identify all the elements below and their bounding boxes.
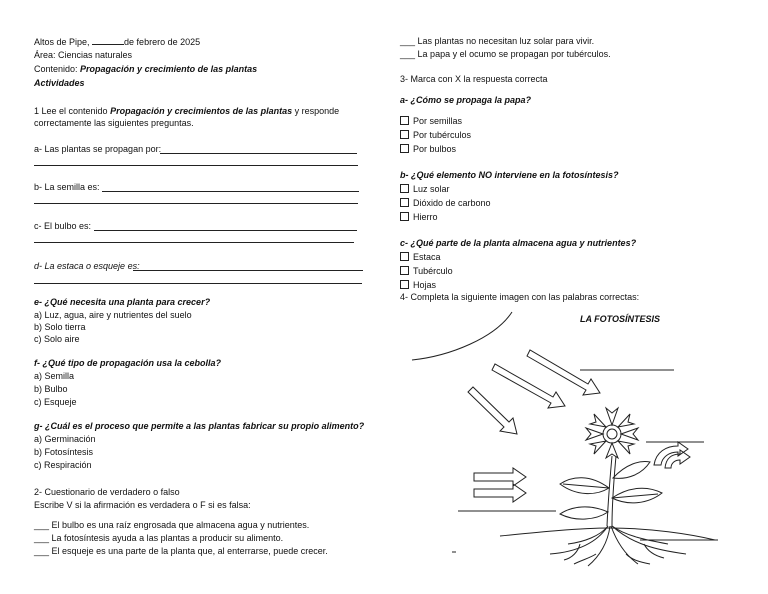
tf-statement[interactable] <box>34 533 283 544</box>
fill-question-b <box>34 182 100 193</box>
mc-option[interactable]: a) Luz, agua, aire y nutrientes del suelo <box>34 310 192 320</box>
checkbox[interactable] <box>400 130 409 139</box>
date-line <box>34 36 200 48</box>
stem <box>607 456 612 526</box>
oxygen-arrow-icon <box>654 442 690 468</box>
tf-blank[interactable]: ___ <box>34 533 50 543</box>
tf-text: La fotosíntesis ayuda a las plantas a producir su alimento. <box>51 533 284 543</box>
stem <box>612 456 616 526</box>
checkbox-label: Dióxido de carbono <box>413 198 491 208</box>
content-value: Propagación y crecimiento de las plantas <box>80 64 258 74</box>
intro-bold: Propagación y crecimientos de las plantas <box>110 106 293 116</box>
fill-question-c <box>34 221 91 232</box>
checkbox-option[interactable] <box>400 144 456 155</box>
tf-statement[interactable] <box>34 520 309 531</box>
mc-option[interactable]: c) Solo aire <box>34 334 80 344</box>
mc-question-f: f- ¿Qué tipo de propagación usa la cebolla? <box>34 358 222 368</box>
leaf-icon <box>560 478 609 494</box>
checkbox-label: Luz solar <box>413 184 450 194</box>
mc-option[interactable]: b) Solo tierra <box>34 322 86 332</box>
checkbox-option[interactable] <box>400 212 438 223</box>
tf-statement[interactable] <box>400 49 611 60</box>
checkbox[interactable] <box>400 116 409 125</box>
answer-line[interactable] <box>34 203 358 204</box>
checkbox-option[interactable] <box>400 266 453 277</box>
fill-question-d-text: d- La estaca o esqueje es: <box>34 261 140 271</box>
tf-statement[interactable] <box>34 546 328 557</box>
fill-question-c-text: c- El bulbo es: <box>34 221 92 231</box>
answer-line[interactable] <box>34 242 354 243</box>
choice-question-a: a- ¿Cómo se propaga la papa? <box>400 95 532 105</box>
fill-question-a-text: a- Las plantas se propagan por: <box>34 144 162 154</box>
mc-option[interactable]: c) Respiración <box>34 460 92 470</box>
checkbox-label: Por semillas <box>413 116 463 126</box>
content-label: Contenido: <box>34 64 81 74</box>
answer-line[interactable] <box>102 191 359 192</box>
answer-line[interactable] <box>34 283 362 284</box>
air-arrow-icon <box>474 468 526 502</box>
checkbox-label: Estaca <box>413 252 441 262</box>
mc-option[interactable]: a) Germinación <box>34 434 96 444</box>
tf-blank[interactable]: ___ <box>400 49 416 59</box>
mc-option[interactable]: a) Semilla <box>34 371 75 381</box>
checkbox-option[interactable] <box>400 198 491 209</box>
date-suffix: de febrero de 2025 <box>124 37 201 47</box>
checkbox-label: Por tubérculos <box>413 130 472 140</box>
date-blank[interactable] <box>92 36 124 45</box>
answer-line[interactable] <box>34 165 358 166</box>
tf-blank[interactable]: ___ <box>34 546 50 556</box>
section2-title: 2- Cuestionario de verdadero o falso <box>34 487 180 497</box>
checkbox[interactable] <box>400 144 409 153</box>
checkbox[interactable] <box>400 252 409 261</box>
checkbox-option[interactable] <box>400 280 436 291</box>
fill-question-d <box>34 261 140 272</box>
roots-icon <box>550 526 686 566</box>
checkbox-label: Tubérculo <box>413 266 453 276</box>
checkbox-option[interactable] <box>400 116 462 127</box>
section1-intro <box>34 106 339 117</box>
photosynthesis-diagram <box>400 308 730 570</box>
tf-blank[interactable]: ___ <box>400 36 416 46</box>
sunlight-arrow-icon <box>468 387 517 434</box>
tf-text: La papa y el ocumo se propagan por tubérculos. <box>417 49 611 59</box>
sunlight-arrow-icon <box>492 364 565 408</box>
tf-statement[interactable] <box>400 36 594 47</box>
section4-title: 4- Completa la siguiente imagen con las palabras correctas: <box>400 292 640 302</box>
mc-question-e: e- ¿Qué necesita una planta para crecer? <box>34 297 211 307</box>
checkbox-label: Hierro <box>413 212 438 222</box>
checkbox[interactable] <box>400 280 409 289</box>
leaf-icon <box>612 488 662 503</box>
checkbox-option[interactable] <box>400 252 441 263</box>
choice-question-c: c- ¿Qué parte de la planta almacena agua y nutrientes? <box>400 238 637 248</box>
section2-instruction: Escribe V si la afirmación es verdadera o F si es falsa: <box>34 500 251 510</box>
checkbox[interactable] <box>400 198 409 207</box>
tf-blank[interactable]: ___ <box>34 520 50 530</box>
fill-question-a <box>34 144 161 155</box>
area-line: Área: Ciencias naturales <box>34 50 133 60</box>
content-line <box>34 64 257 75</box>
answer-line[interactable] <box>160 153 357 154</box>
mc-option[interactable]: b) Fotosíntesis <box>34 447 94 457</box>
section3-title: 3- Marca con X la respuesta correcta <box>400 74 548 84</box>
checkbox[interactable] <box>400 184 409 193</box>
checkbox[interactable] <box>400 266 409 275</box>
section1-intro-line2: correctamente las siguientes preguntas. <box>34 118 194 128</box>
checkbox-label: Hojas <box>413 280 437 290</box>
mc-option[interactable]: b) Bulbo <box>34 384 68 394</box>
tf-text: El esqueje es una parte de la planta que, al enterrarse, puede crecer. <box>51 546 328 556</box>
choice-question-b: b- ¿Qué elemento NO interviene en la fotosíntesis? <box>400 170 619 180</box>
mc-option[interactable]: c) Esqueje <box>34 397 77 407</box>
mc-question-g: g- ¿Cuál es el proceso que permite a las plantas fabricar su propio alimento? <box>34 421 365 431</box>
tf-text: El bulbo es una raíz engrosada que almacena agua y nutrientes. <box>51 520 310 530</box>
checkbox[interactable] <box>400 212 409 221</box>
checkbox-option[interactable] <box>400 130 471 141</box>
intro-suffix: y responde <box>292 106 340 116</box>
fill-question-b-text: b- La semilla es: <box>34 182 100 192</box>
date-prefix: Altos de Pipe, <box>34 37 93 47</box>
intro-prefix: 1 Lee el contenido <box>34 106 111 116</box>
sun-arc <box>412 312 512 360</box>
leaf-icon <box>613 462 650 479</box>
activities-heading: Actividades <box>34 78 85 88</box>
answer-line[interactable] <box>94 230 357 231</box>
flower-icon <box>586 408 638 458</box>
leaf-icon <box>560 507 608 519</box>
tf-text: Las plantas no necesitan luz solar para vivir. <box>417 36 595 46</box>
checkbox-option[interactable] <box>400 184 450 195</box>
checkbox-label: Por bulbos <box>413 144 457 154</box>
answer-line[interactable] <box>133 270 363 271</box>
diagram-title: LA FOTOSÍNTESIS <box>580 314 661 324</box>
